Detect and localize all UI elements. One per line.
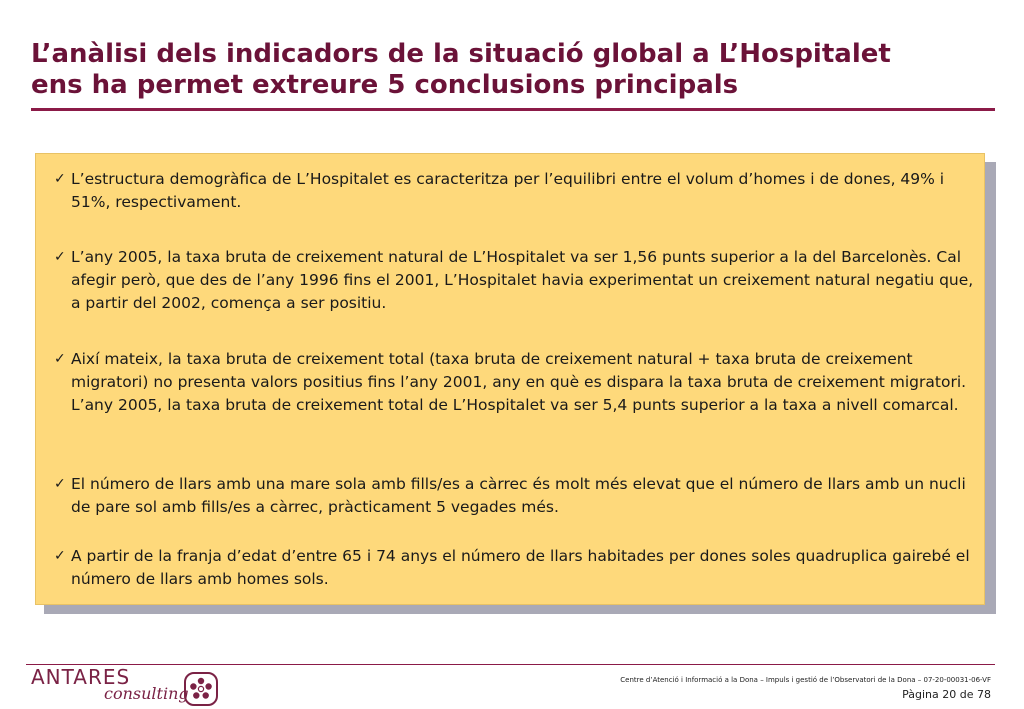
page-title-line-1: L’anàlisi dels indicadors de la situació global a L’Hospitalet (31, 39, 891, 69)
conclusion-text-4: El número de llars amb una mare sola amb fills/es a càrrec és molt més elevat que el número de llars amb un nucli de pare sol amb fills/es a càrrec, pràcticament 5 vegades més. (71, 475, 966, 516)
page-title-line-2: ens ha permet extreure 5 conclusions principals (31, 70, 739, 100)
conclusion-item-1 (54, 168, 974, 214)
flower-logo-icon (184, 672, 218, 706)
antares-logo-text: ANTARES (31, 665, 131, 689)
check-icon: ✓ (54, 548, 66, 564)
page-number: Pàgina 20 de 78 (902, 688, 991, 701)
check-icon: ✓ (54, 476, 66, 492)
consulting-logo-text: consulting (104, 684, 189, 703)
conclusion-text-3: Així mateix, la taxa bruta de creixement total (taxa bruta de creixement natural + taxa bruta de creixement migratori) no presenta valors positius fins l’any 2001, any en què es dispara la taxa bruta de creixement migratori. L’any 2005, la taxa bruta de creixement total de L’Hospitalet va ser 5,4 punts superior a la taxa a nivell comarcal. (71, 350, 967, 414)
check-icon: ✓ (54, 249, 66, 265)
page-title (31, 39, 1006, 101)
conclusion-item-5 (54, 545, 974, 591)
conclusion-text-5: A partir de la franja d’edat d’entre 65 i 74 anys el número de llars habitades per dones soles quadruplica gairebé el número de llars amb homes sols. (71, 547, 970, 588)
conclusion-text-1: L’estructura demogràfica de L’Hospitalet es caracteritza per l’equilibri entre el volum d’homes i de dones, 49% i 51%, respectivament. (71, 170, 945, 211)
footer-divider (26, 664, 995, 665)
title-divider (31, 108, 995, 111)
conclusion-item-3 (54, 348, 974, 417)
conclusion-item-2 (54, 246, 974, 315)
conclusion-text-2: L’any 2005, la taxa bruta de creixement natural de L’Hospitalet va ser 1,56 punts superior a la del Barcelonès. Cal afegir però, que des de l’any 1996 fins el 2001, L’Hospitalet havia experimentat un creixement natural negatiu que, a partir del 2002, comença a ser positiu. (71, 248, 974, 312)
check-icon: ✓ (54, 171, 66, 187)
conclusion-item-4 (54, 473, 974, 519)
check-icon: ✓ (54, 351, 66, 367)
footer-document-reference: Centre d’Atenció i Informació a la Dona – Impuls i gestió de l’Observatori de la Dona – 07-20-00031-06-VF (620, 676, 991, 684)
